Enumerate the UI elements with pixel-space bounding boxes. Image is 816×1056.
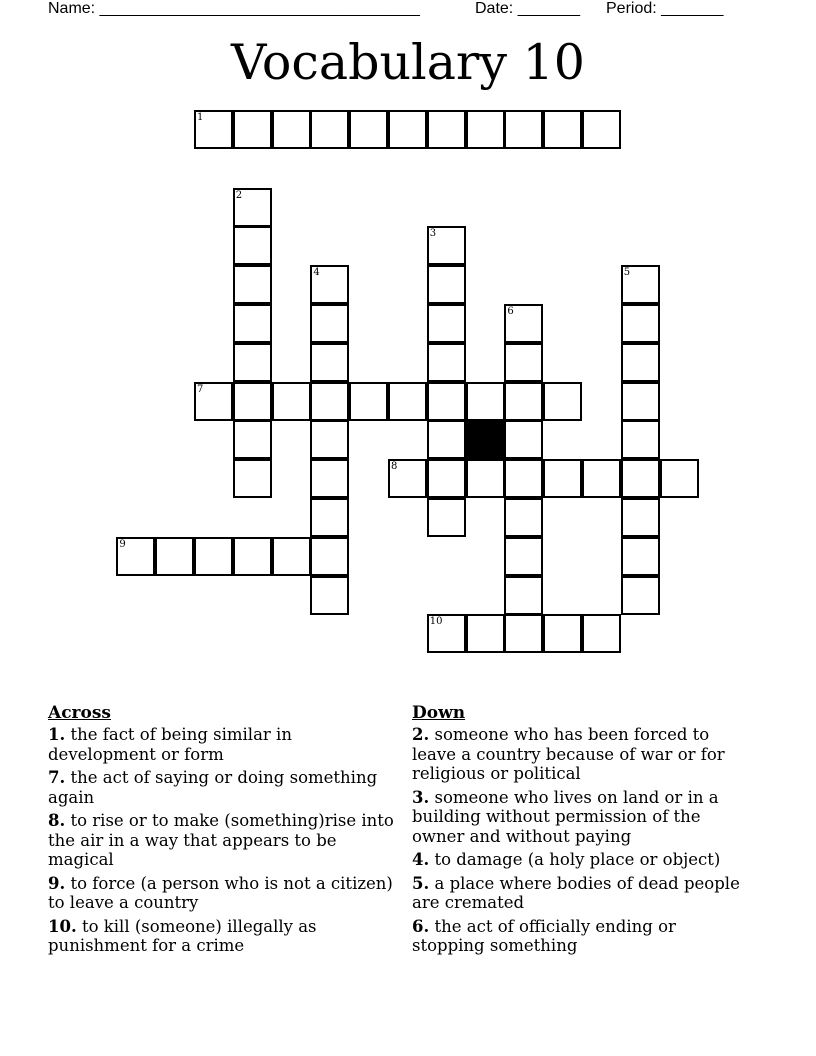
clue-number-8: 8 <box>391 461 398 473</box>
clue-number-4: 4 <box>313 267 320 279</box>
clue-number: 10. <box>48 916 77 936</box>
grid-cell[interactable] <box>427 265 466 304</box>
grid-cell[interactable] <box>427 343 466 382</box>
grid-block-cell <box>466 420 505 459</box>
grid-cell[interactable] <box>233 188 272 227</box>
grid-cell[interactable] <box>621 537 660 576</box>
grid-cell[interactable] <box>621 304 660 343</box>
grid-cell[interactable] <box>660 459 699 498</box>
down-clue <box>412 788 752 847</box>
clue-number-10: 10 <box>429 616 443 628</box>
grid-cell[interactable] <box>388 110 427 149</box>
clue-text: someone who has been forced to leave a country because of war or for religious or political <box>412 725 725 783</box>
clue-number: 4. <box>412 850 430 869</box>
down-clue <box>412 917 752 956</box>
grid-cell[interactable] <box>543 459 582 498</box>
grid-cell[interactable] <box>233 110 272 149</box>
grid-cell[interactable] <box>466 459 505 498</box>
period-field[interactable]: Period: _______ <box>606 0 724 17</box>
clue-number: 3. <box>412 787 430 807</box>
grid-cell[interactable] <box>621 382 660 421</box>
grid-cell[interactable] <box>427 110 466 149</box>
clue-number: 2. <box>412 725 430 744</box>
grid-cell[interactable] <box>349 382 388 421</box>
grid-cell[interactable] <box>543 382 582 421</box>
grid-cell[interactable] <box>427 420 466 459</box>
grid-cell[interactable] <box>349 110 388 149</box>
clue-text: to rise or to make (something)rise into the air in a way that appears to be magical <box>48 811 394 869</box>
grid-cell[interactable] <box>621 265 660 304</box>
grid-cell[interactable] <box>621 498 660 537</box>
down-clue <box>412 725 752 784</box>
clue-number: 1. <box>48 725 66 744</box>
across-clue <box>48 811 398 870</box>
grid-cell[interactable] <box>310 382 349 421</box>
down-clue-list <box>412 725 752 956</box>
grid-cell[interactable] <box>427 614 466 653</box>
grid-cell[interactable] <box>466 614 505 653</box>
grid-cell[interactable] <box>194 110 233 149</box>
clue-text: a place where bodies of dead people are cremated <box>412 873 740 912</box>
grid-cell[interactable] <box>504 304 543 343</box>
grid-cell[interactable] <box>310 498 349 537</box>
grid-cell[interactable] <box>310 537 349 576</box>
grid-cell[interactable] <box>427 226 466 265</box>
across-clues <box>48 701 398 960</box>
grid-cell[interactable] <box>155 537 194 576</box>
name-field[interactable]: Name: ____________________________________ <box>48 0 420 17</box>
down-heading: Down <box>412 703 466 723</box>
grid-cell[interactable] <box>310 420 349 459</box>
grid-cell[interactable] <box>310 576 349 615</box>
clue-number-9: 9 <box>119 538 126 550</box>
grid-cell[interactable] <box>504 537 543 576</box>
grid-cell[interactable] <box>543 614 582 653</box>
grid-cell[interactable] <box>621 420 660 459</box>
grid-cell[interactable] <box>116 537 155 576</box>
grid-cell[interactable] <box>504 382 543 421</box>
date-field[interactable]: Date: _______ <box>475 0 580 17</box>
grid-cell[interactable] <box>233 226 272 265</box>
grid-cell[interactable] <box>504 420 543 459</box>
grid-cell[interactable] <box>621 576 660 615</box>
grid-cell[interactable] <box>272 382 311 421</box>
across-clue <box>48 874 398 913</box>
grid-cell[interactable] <box>504 110 543 149</box>
clue-number-5: 5 <box>623 267 631 279</box>
clue-text: the fact of being similar in development or form <box>48 725 292 764</box>
grid-cell[interactable] <box>388 382 427 421</box>
grid-cell[interactable] <box>427 304 466 343</box>
clue-number: 8. <box>48 811 66 830</box>
clue-number: 9. <box>48 873 66 893</box>
grid-cell[interactable] <box>582 459 621 498</box>
grid-cell[interactable] <box>233 420 272 459</box>
across-clue <box>48 917 398 956</box>
grid-cell[interactable] <box>621 343 660 382</box>
across-heading: Across <box>48 703 111 723</box>
clue-number: 7. <box>48 768 66 787</box>
clue-number-6: 6 <box>507 306 514 317</box>
grid-cell[interactable] <box>582 110 621 149</box>
grid-cell[interactable] <box>233 343 272 382</box>
grid-cell[interactable] <box>543 110 582 149</box>
grid-cell[interactable] <box>427 459 466 498</box>
clue-number-2: 2 <box>235 189 243 201</box>
clue-text: the act of saying or doing something again <box>48 768 378 807</box>
grid-cell[interactable] <box>504 498 543 537</box>
page-title: Vocabulary 10 <box>231 34 585 91</box>
clue-number-3: 3 <box>429 228 437 240</box>
grid-cell[interactable] <box>272 537 311 576</box>
grid-cell[interactable] <box>233 265 272 304</box>
clue-number: 5. <box>412 873 430 893</box>
grid-cell[interactable] <box>466 382 505 421</box>
grid-cell[interactable] <box>310 459 349 498</box>
across-clue-list <box>48 725 398 956</box>
clue-number-1: 1 <box>197 112 204 123</box>
grid-cell[interactable] <box>272 110 311 149</box>
grid-cell[interactable] <box>427 498 466 537</box>
grid-cell[interactable] <box>504 576 543 615</box>
grid-cell[interactable] <box>233 537 272 576</box>
grid-cell[interactable] <box>466 110 505 149</box>
across-clue <box>48 725 398 764</box>
grid-cell[interactable] <box>621 459 660 498</box>
down-clues <box>412 701 752 960</box>
grid-cell[interactable] <box>388 459 427 498</box>
grid-cell[interactable] <box>233 459 272 498</box>
clue-number-7: 7 <box>197 383 204 395</box>
clue-number: 6. <box>412 916 430 936</box>
grid-cell[interactable] <box>310 304 349 343</box>
grid-cell[interactable] <box>194 382 233 421</box>
clue-text: to force (a person who is not a citizen) to leave a country <box>48 873 393 912</box>
grid-cell[interactable] <box>233 304 272 343</box>
down-clue <box>412 850 752 870</box>
across-clue <box>48 768 398 807</box>
grid-cell[interactable] <box>194 537 233 576</box>
grid-cell[interactable] <box>427 382 466 421</box>
grid-cell[interactable] <box>582 614 621 653</box>
grid-cell[interactable] <box>233 382 272 421</box>
grid-cell[interactable] <box>310 343 349 382</box>
grid-cell[interactable] <box>310 265 349 304</box>
grid-cell[interactable] <box>504 343 543 382</box>
clue-text: to kill (someone) illegally as punishment for a crime <box>48 916 317 955</box>
down-clue <box>412 874 752 913</box>
grid-cell[interactable] <box>504 459 543 498</box>
clue-text: someone who lives on land or in a building without permission of the owner and without paying <box>412 787 719 846</box>
clue-text: to damage (a holy place or object) <box>434 850 721 869</box>
grid-cell[interactable] <box>310 110 349 149</box>
clue-text: the act of officially ending or stopping something <box>412 916 676 955</box>
grid-cell[interactable] <box>504 614 543 653</box>
